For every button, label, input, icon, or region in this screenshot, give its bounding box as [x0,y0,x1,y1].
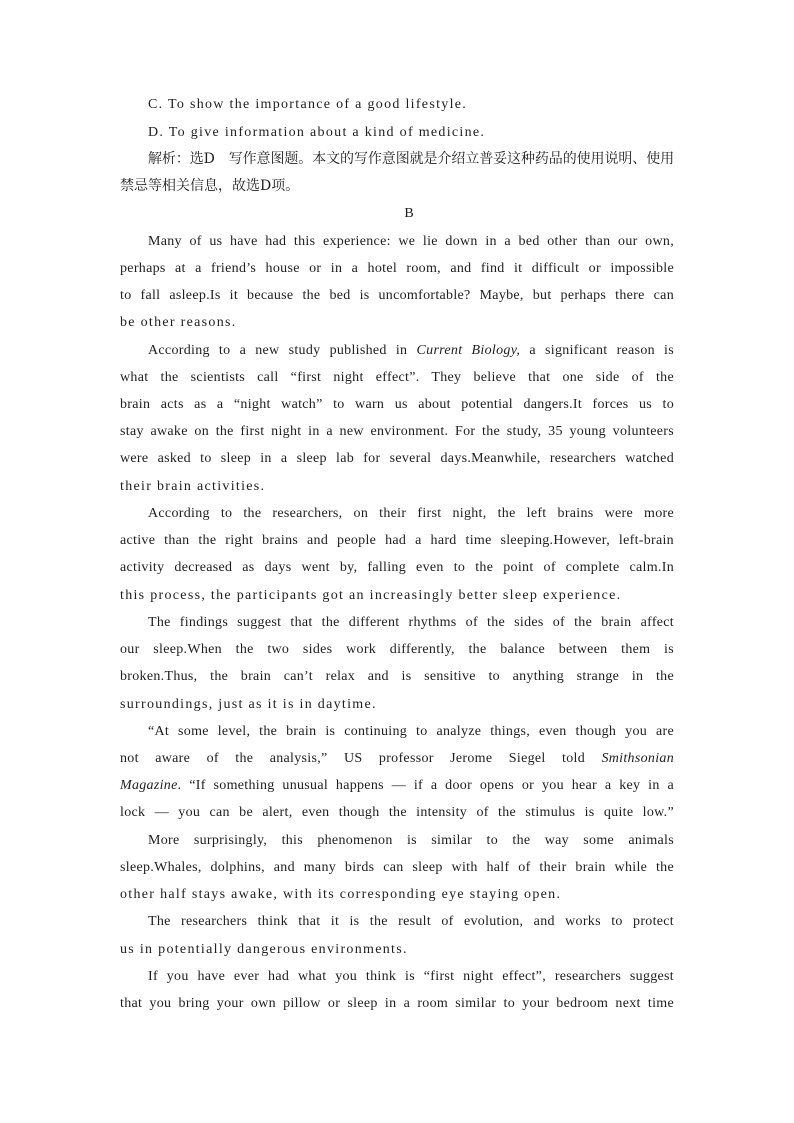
passage-paragraph [120,337,674,500]
passage-paragraph [120,500,674,609]
passage-line: perhaps at a friend’s house or in a hotel room, and find it difficult or impossible [120,260,674,276]
line-text: not aware of the analysis,” US professor Jerome Siegel told [120,751,602,767]
passage-line: stay awake on the first night in a new environment. For the study, 35 young volunteers [120,424,674,440]
answer-analysis-line: 解析：选D 写作意图题。本文的写作意图就是介绍立普妥这种药品的使用说明、使用 [148,150,674,167]
passage-line [120,772,674,799]
passage-line: The findings suggest that the different rhythms of the sides of the brain affect [148,614,674,630]
option-c: C. To show the importance of a good lifestyle. [148,97,468,113]
passage-paragraph [120,228,674,337]
passage-line: Many of us have had this experience: we lie down in a bed other than our own, [148,233,674,249]
journal-title: Current Biology, [416,342,521,358]
line-text: . “If something unusual happens — if a door opens or you hear a key in a [177,778,674,794]
passage-line: More surprisingly, this phenomenon is similar to the way some animals [148,832,674,848]
passage-line: this process, the participants got an increasingly better sleep experience. [120,587,622,603]
passage-paragraph [120,609,674,718]
passage-line: lock — you can be alert, even though the intensity of the stimulus is quite low.” [120,805,674,821]
passage-line: surroundings, just as it is in daytime. [120,696,377,712]
magazine-title: Magazine [120,778,178,794]
question-options [120,91,674,145]
passage-line: other half stays awake, with its corresponding eye staying open. [120,887,562,903]
answer-analysis [120,146,674,200]
answer-analysis-line: 禁忌等相关信息，故选D项。 [120,178,300,195]
passage-line: that you bring your own pillow or sleep in a room similar to your bedroom next time [120,996,674,1012]
passage-line: be other reasons. [120,315,237,331]
magazine-title: Smithsonian [601,751,674,767]
passage-line: to fall asleep.Is it because the bed is uncomfortable? Maybe, but perhaps there can [120,288,674,304]
passage-line: “At some level, the brain is continuing to analyze things, even though you are [148,723,674,739]
page-content [120,91,674,1017]
option-d: D. To give information about a kind of medicine. [148,124,486,140]
passage-line: brain acts as a “night watch” to warn us about potential dangers.It forces us to [120,396,674,412]
passage-line: our sleep.When the two sides work differently, the balance between them is [120,642,674,658]
passage-line: According to the researchers, on their first night, the left brains were more [148,505,674,521]
passage-line: their brain activities. [120,478,266,494]
passage-line: were asked to sleep in a sleep lab for several days.Meanwhile, researchers watched [120,451,674,467]
passage-line: sleep.Whales, dolphins, and many birds can sleep with half of their brain while the [120,859,674,875]
passage-line: activity decreased as days went by, falling even to the point of complete calm.In [120,560,674,576]
passage-paragraph [120,908,674,962]
line-text: According to a new study published in [148,342,417,358]
passage-line: The researchers think that it is the result of evolution, and works to protect [148,914,674,930]
passage-line [120,337,674,364]
passage-line: us in potentially dangerous environments. [120,941,408,957]
passage-line: active than the right brains and people had a hard time sleeping.However, left-brain [120,533,674,549]
passage-line: what the scientists call “first night effect”. They believe that one side of the [120,369,674,385]
passage-line: broken.Thus, the brain can’t relax and is sensitive to anything strange in the [120,669,674,685]
passage-line [120,745,674,772]
passage-paragraph [120,963,674,1017]
passage-line: If you have ever had what you think is “first night effect”, researchers suggest [148,968,674,984]
passage-paragraph [120,827,674,909]
passage-paragraph [120,718,674,827]
line-text: a significant reason is [520,342,674,358]
passage-label: B [404,206,414,222]
